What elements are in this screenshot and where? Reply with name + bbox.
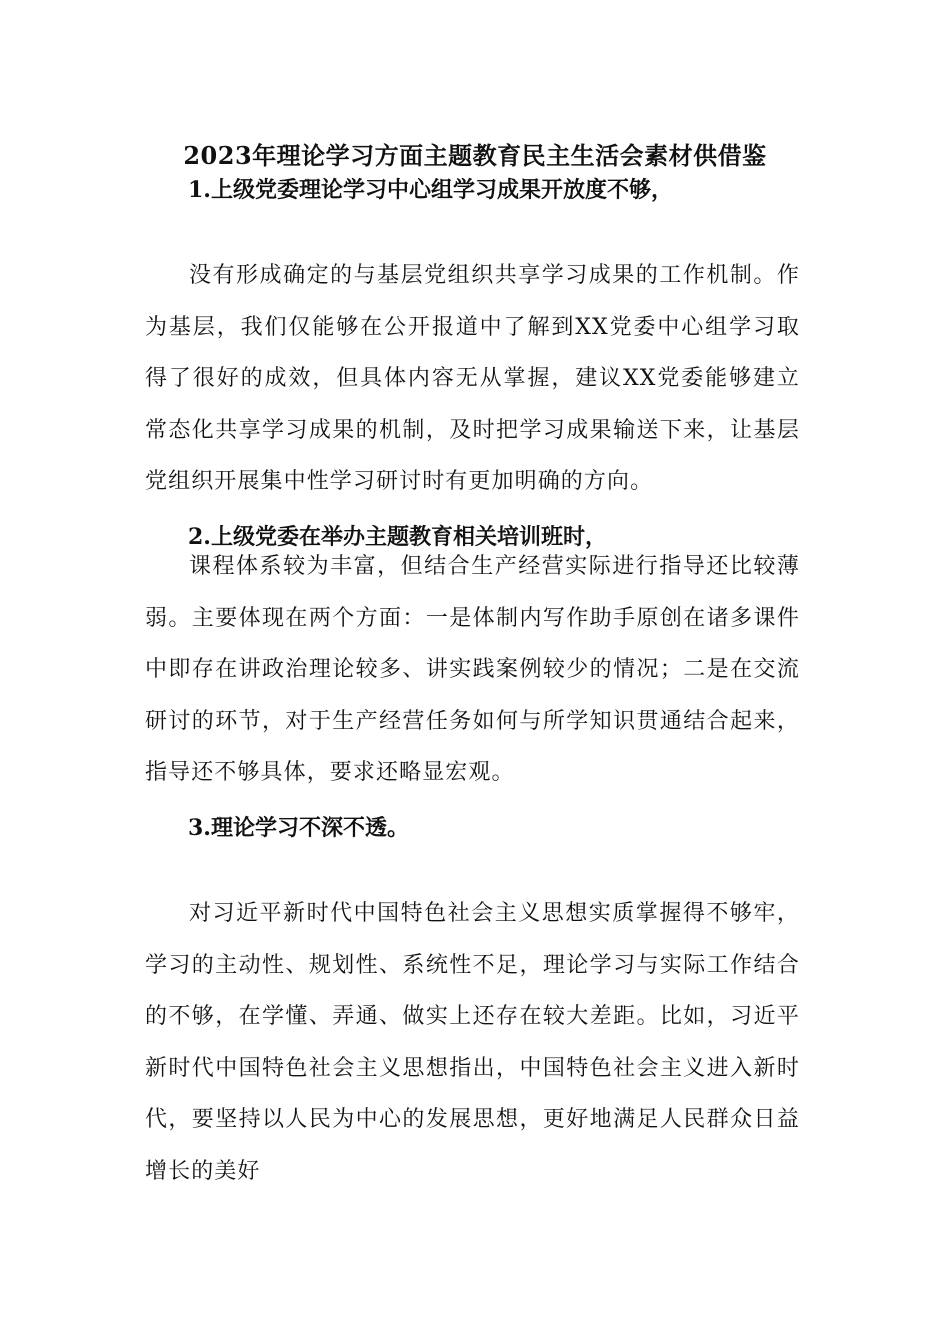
- section-3-heading: 3.理论学习不深不透。: [188, 815, 409, 841]
- section-1-paragraph: 没有形成确定的与基层党组织共享学习成果的工作机制。作为基层，我们仅能够在公开报道中了解到XX党委中心组学习取得了很好的成效，但具体内容无从掌握，建议XX党委能够建立常态化共享学习成果的机制，及时把学习成果输送下来，让基层党组织开展集中性学习研讨时有更加明确的方向。: [145, 263, 800, 494]
- document-title: 2023年理论学习方面主题教育民主生活会素材供借鉴: [183, 141, 767, 170]
- section-2-heading: 2.上级党委在举办主题教育相关培训班时，: [188, 524, 607, 550]
- section-1-heading: 1.上级党委理论学习中心组学习成果开放度不够，: [188, 177, 673, 203]
- section-2-paragraph: 课程体系较为丰富，但结合生产经营实际进行指导还比较薄弱。主要体现在两个方面：一是体制内写作助手原创在诸多课件中即存在讲政治理论较多、讲实践案例较少的情况；二是在交流研讨的环节，对于生产经营任务如何与所学知识贯通结合起来，指导还不够具体，要求还略显宏观。: [145, 554, 800, 785]
- section-3-paragraph: 对习近平新时代中国特色社会主义思想实质掌握得不够牢，学习的主动性、规划性、系统性不足，理论学习与实际工作结合的不够，在学懂、弄通、做实上还存在较大差距。比如，习近平新时代中国特色社会主义思想指出，中国特色社会主义进入新时代，要坚持以人民为中心的发展思想，更好地满足人民群众日益增长的美好: [145, 901, 800, 1184]
